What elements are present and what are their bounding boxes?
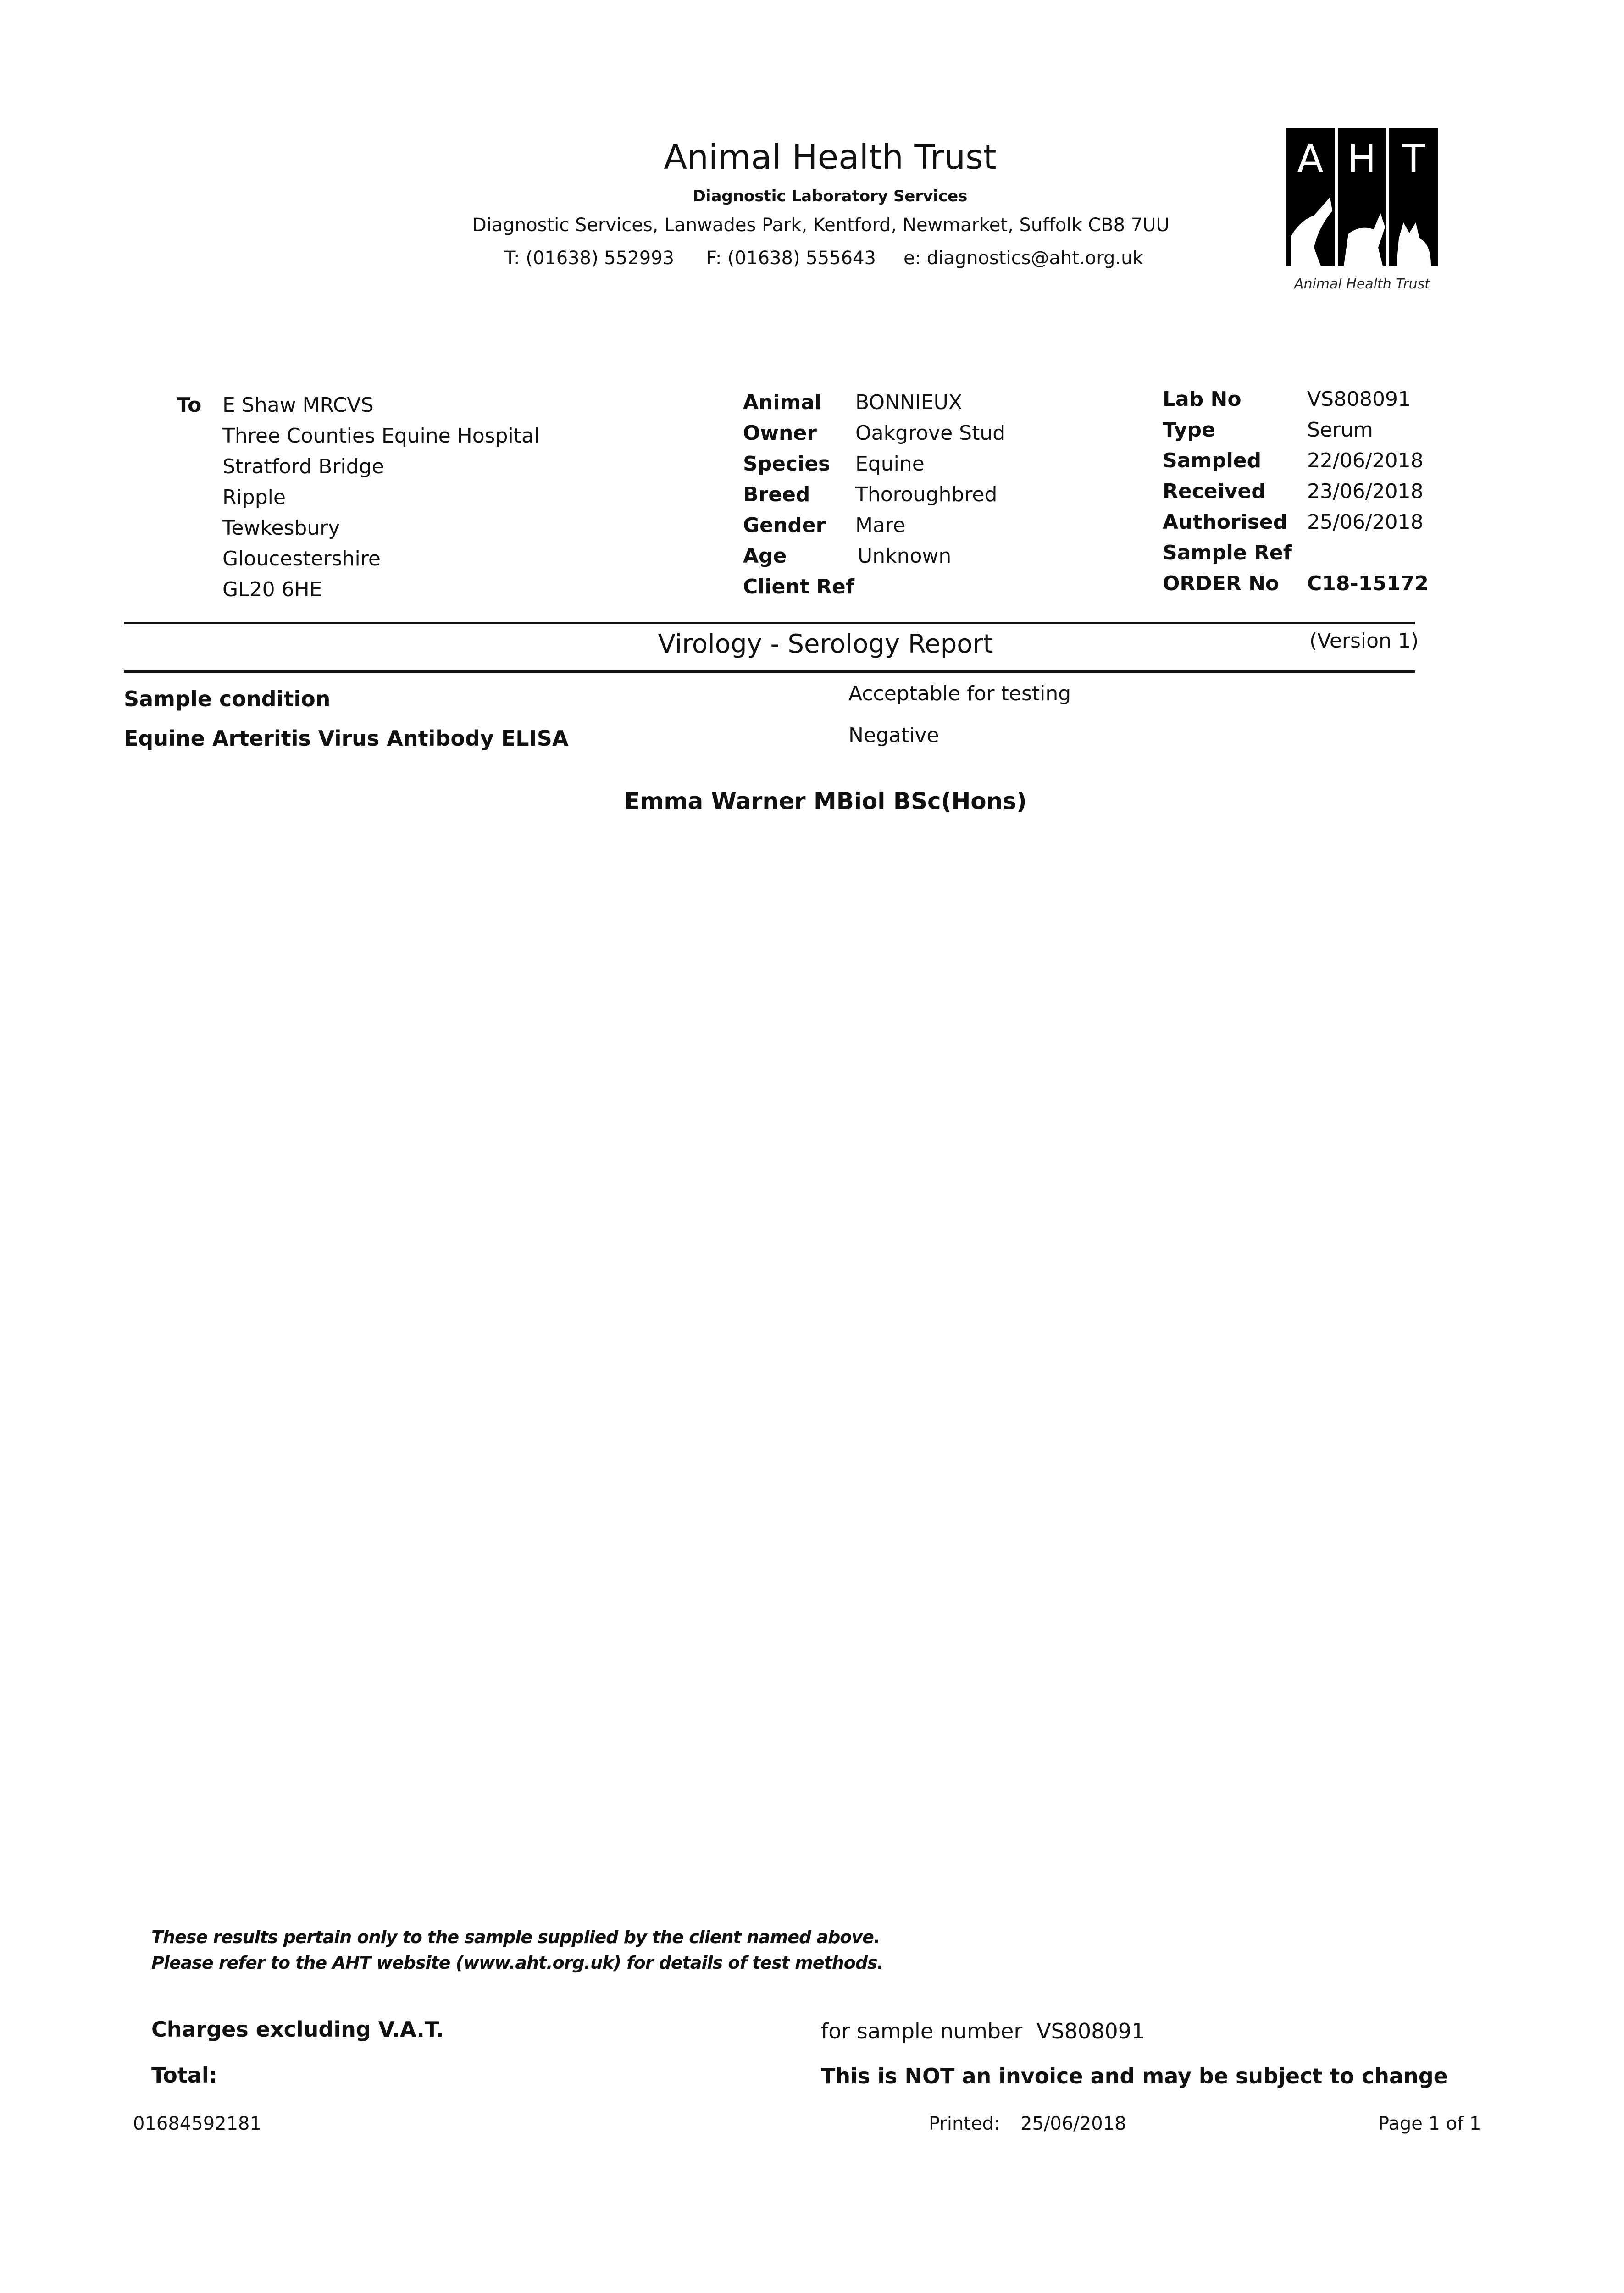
result-value: Negative xyxy=(848,724,939,747)
logo-caption: Animal Health Trust xyxy=(1294,276,1430,292)
sample-ref-label: Sample Ref xyxy=(1163,541,1292,565)
owner-label: Owner xyxy=(743,421,817,445)
recipient-line: E Shaw MRCVS xyxy=(222,393,374,417)
result-label: Equine Arteritis Virus Antibody ELISA xyxy=(124,726,569,751)
fax-number: F: (01638) 555643 xyxy=(706,248,876,269)
logo-letter-a: A xyxy=(1297,136,1324,181)
sampled-value: 22/06/2018 xyxy=(1307,449,1424,472)
authoriser-name: Emma Warner MBiol BSc(Hons) xyxy=(624,788,1027,814)
page-number: Page 1 of 1 xyxy=(1378,2113,1481,2134)
result-label: Sample condition xyxy=(124,687,331,711)
species-label: Species xyxy=(743,452,831,476)
printed-label: Printed: xyxy=(929,2113,1000,2134)
charges-label: Charges excluding V.A.T. xyxy=(151,2017,444,2042)
owner-value: Oakgrove Stud xyxy=(855,421,1006,445)
type-value: Serum xyxy=(1307,418,1373,442)
report-version: (Version 1) xyxy=(1309,629,1419,653)
email-address: e: diagnostics@aht.org.uk xyxy=(903,248,1143,269)
organization-address: Diagnostic Services, Lanwades Park, Kentford, Newmarket, Suffolk CB8 7UU xyxy=(472,215,1170,236)
disclaimer-line: These results pertain only to the sample supplied by the client named above. xyxy=(151,1927,880,1947)
recipient-line: Three Counties Equine Hospital xyxy=(222,424,540,448)
recipient-line: Stratford Bridge xyxy=(222,455,384,478)
not-invoice-notice: This is NOT an invoice and may be subject to change xyxy=(821,2064,1448,2088)
sampled-label: Sampled xyxy=(1163,449,1262,472)
lab-no-value: VS808091 xyxy=(1307,388,1411,411)
top-divider xyxy=(124,622,1415,624)
lab-no-label: Lab No xyxy=(1163,388,1242,411)
type-label: Type xyxy=(1163,418,1215,442)
aht-logo xyxy=(1286,128,1438,266)
disclaimer-line: Please refer to the AHT website (www.aht.org.uk) for details of test methods. xyxy=(151,1953,884,1973)
order-no-label: ORDER No xyxy=(1163,572,1280,595)
recipient-line: Gloucestershire xyxy=(222,547,381,570)
animal-label: Animal xyxy=(743,391,822,414)
animal-value: BONNIEUX xyxy=(855,391,962,414)
printed-date: 25/06/2018 xyxy=(1020,2113,1126,2134)
received-label: Received xyxy=(1163,480,1266,503)
department-name: Diagnostic Laboratory Services xyxy=(693,187,968,205)
gender-label: Gender xyxy=(743,514,826,537)
result-value: Acceptable for testing xyxy=(848,682,1071,705)
age-label: Age xyxy=(743,544,787,568)
age-value: Unknown xyxy=(858,544,952,568)
bottom-divider xyxy=(124,670,1415,673)
sample-number-label: for sample number xyxy=(821,2019,1023,2044)
recipient-line: Ripple xyxy=(222,486,286,509)
breed-value: Thoroughbred xyxy=(855,483,998,506)
logo-letter-t: T xyxy=(1402,136,1425,181)
logo-letter-h: H xyxy=(1347,136,1376,181)
received-value: 23/06/2018 xyxy=(1307,480,1424,503)
footer-phone: 01684592181 xyxy=(133,2113,261,2134)
gender-value: Mare xyxy=(855,514,906,537)
phone-number: T: (01638) 552993 xyxy=(504,248,675,269)
recipient-line: Tewkesbury xyxy=(222,516,340,540)
client-ref-label: Client Ref xyxy=(743,575,854,598)
organization-name: Animal Health Trust xyxy=(664,138,997,177)
report-title: Virology - Serology Report xyxy=(658,629,993,659)
sample-number-value: VS808091 xyxy=(1036,2019,1145,2044)
total-label: Total: xyxy=(151,2063,218,2088)
species-value: Equine xyxy=(855,452,925,476)
authorised-label: Authorised xyxy=(1163,510,1288,534)
authorised-value: 25/06/2018 xyxy=(1307,510,1424,534)
breed-label: Breed xyxy=(743,483,810,506)
recipient-line: GL20 6HE xyxy=(222,578,322,601)
order-no-value: C18-15172 xyxy=(1307,572,1429,595)
to-label: To xyxy=(177,393,202,417)
